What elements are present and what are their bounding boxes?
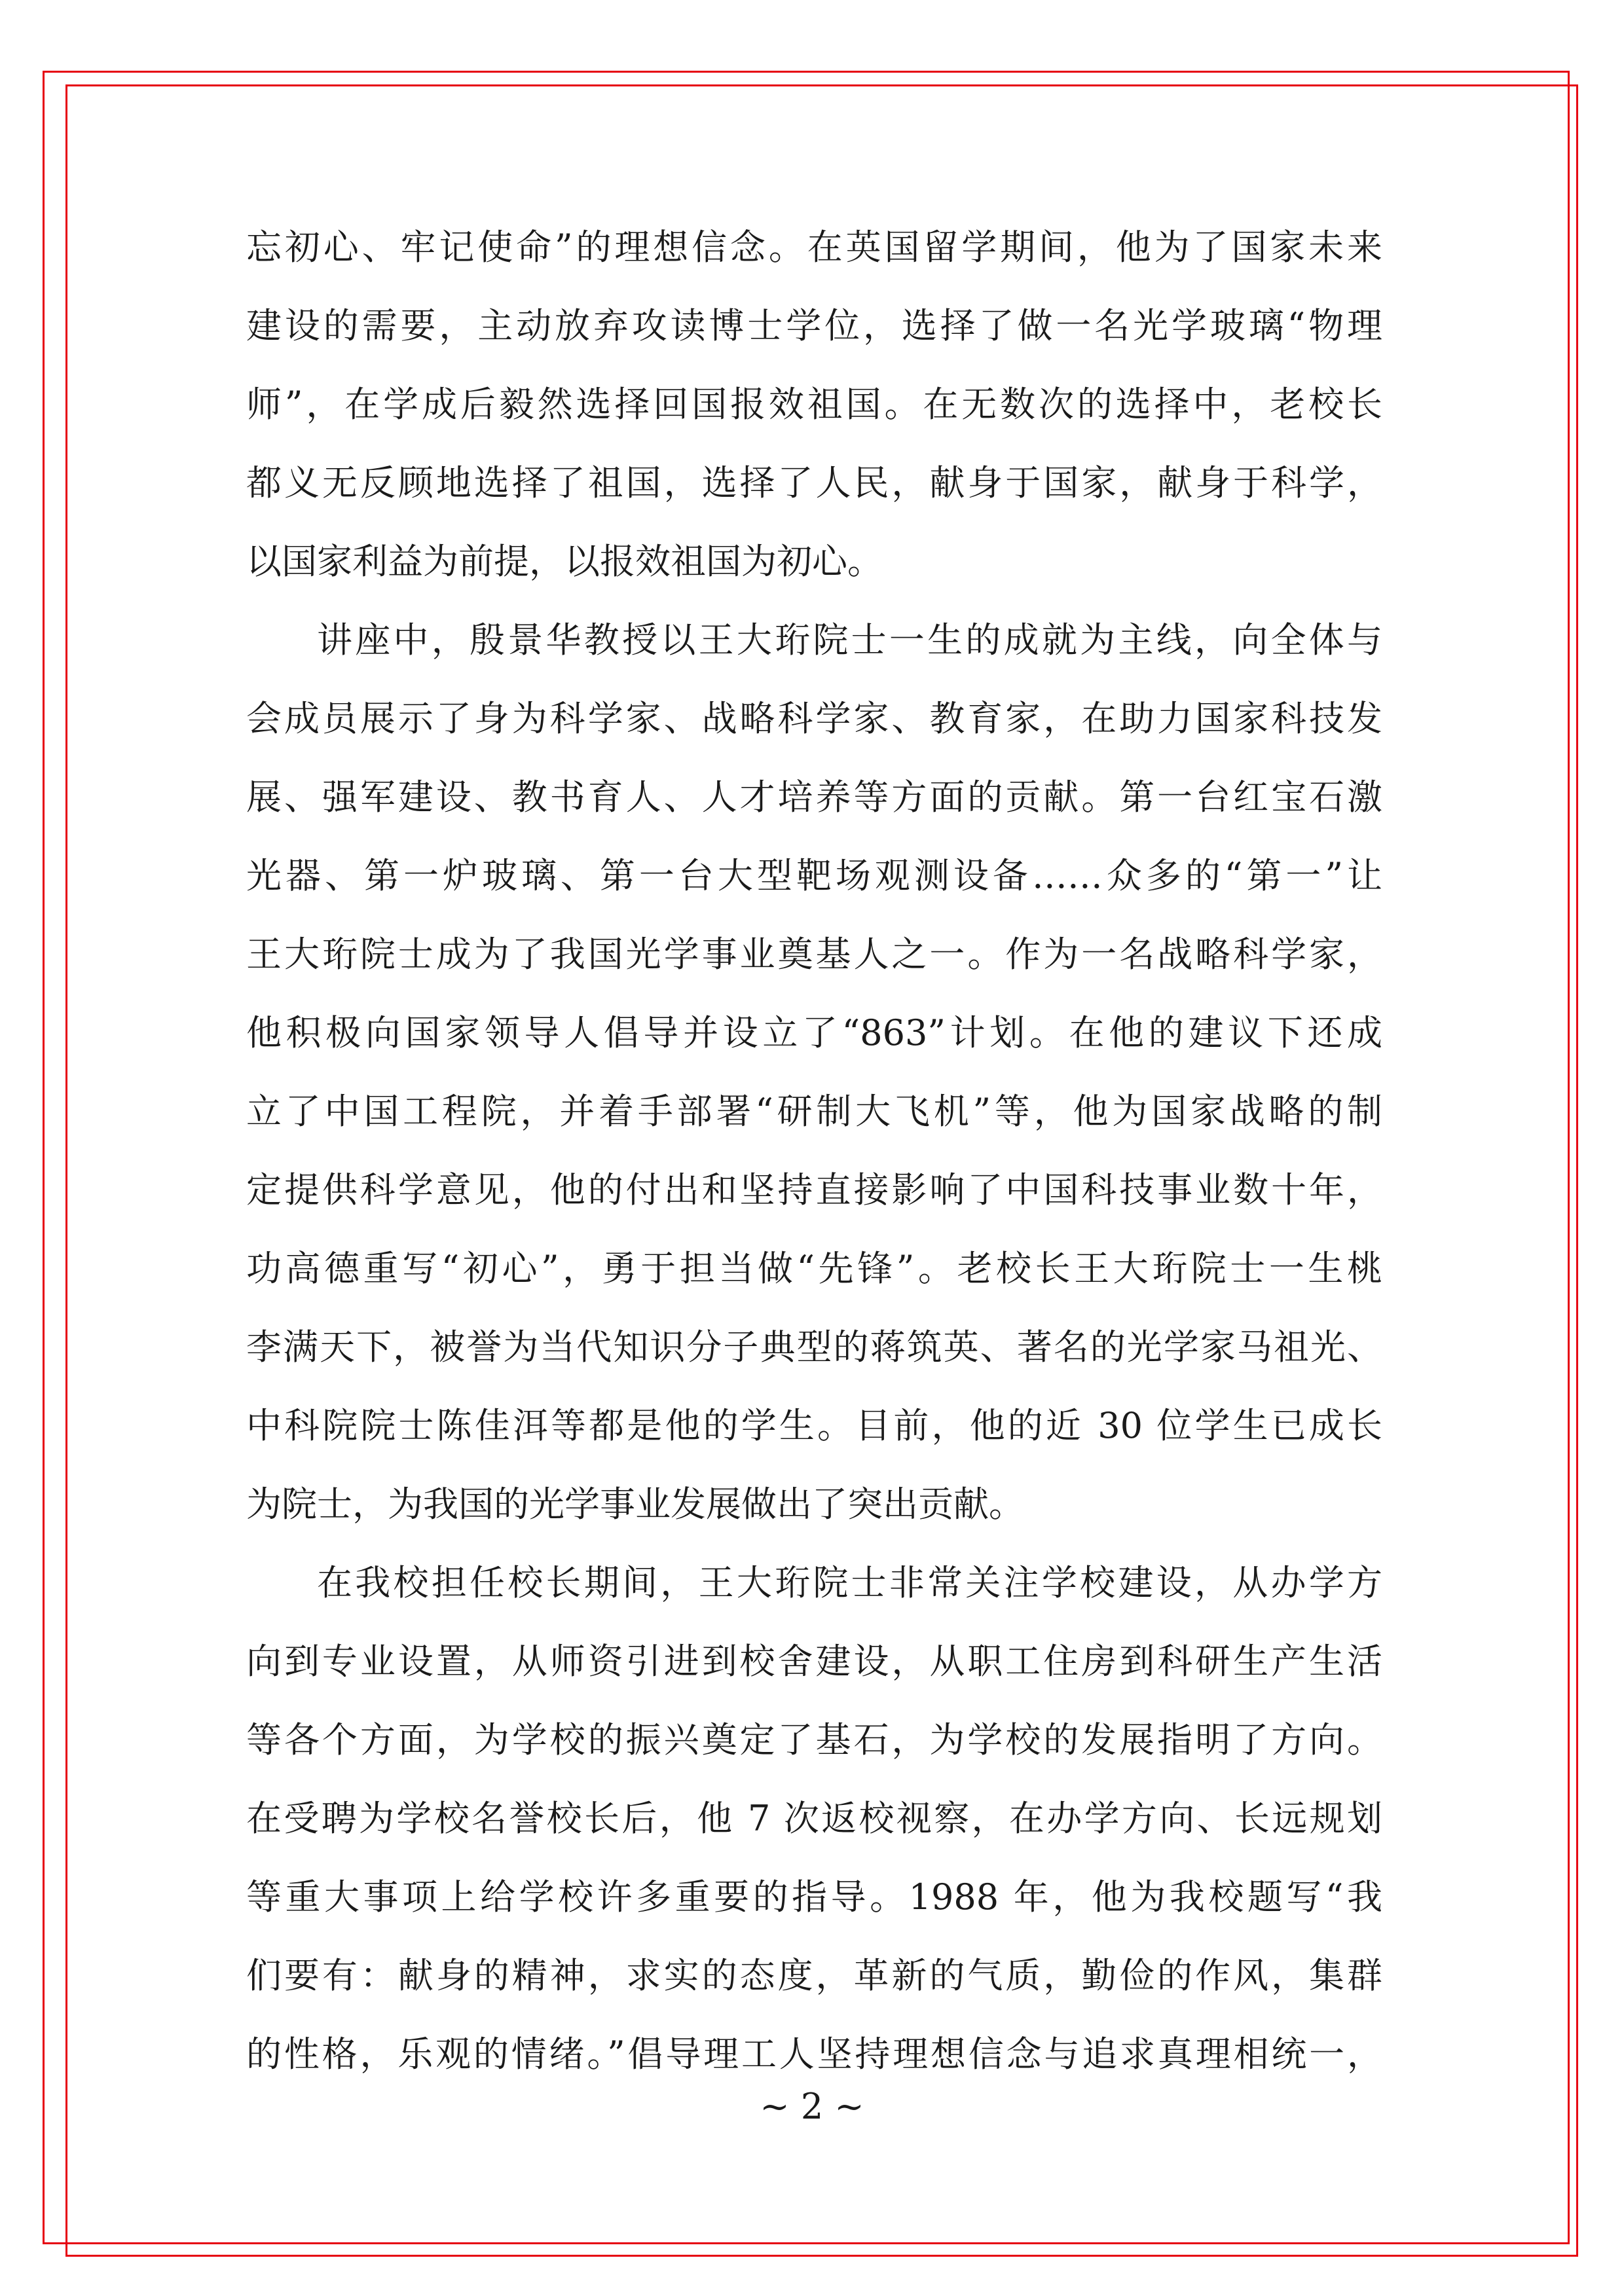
text-line: 师”，在学成后毅然选择回国报效祖国。在无数次的选择中，老校长 (246, 384, 1382, 425)
text-line: 建设的需要，主动放弃攻读博士学位，选择了做一名光学玻璃“物理 (246, 305, 1382, 346)
document-body (246, 208, 1382, 2094)
page-number: ~ 2 ~ (760, 2086, 864, 2127)
text-line: 立了中国工程院，并着手部署“研制大飞机”等，他为国家战略的制 (246, 1091, 1382, 1132)
text-line: 他积极向国家领导人倡导并设立了“863”计划。在他的建议下还成 (246, 1012, 1382, 1053)
text-line: 中科院院士陈佳洱等都是他的学生。目前，他的近 30 位学生已成长 (246, 1405, 1382, 1446)
text-line: 光器、第一炉玻璃、第一台大型靶场观测设备……众多的“第一”让 (246, 855, 1382, 896)
text-line: 定提供科学意见，他的付出和坚持直接影响了中国科技事业数十年， (246, 1169, 1382, 1211)
text-line: 忘初心、牢记使命”的理想信念。在英国留学期间，他为了国家未来 (246, 227, 1382, 268)
text-line: 们要有：献身的精神，求实的态度，革新的气质，勤俭的作风，集群 (246, 1955, 1382, 1996)
text-line: 为院士，为我国的光学事业发展做出了突出贡献。 (246, 1484, 1024, 1525)
text-line: 讲座中，殷景华教授以王大珩院士一生的成就为主线，向全体与 (317, 619, 1382, 661)
text-line: 在我校担任校长期间，王大珩院士非常关注学校建设，从办学方 (317, 1562, 1382, 1603)
text-line: 的性格，乐观的情绪。”倡导理工人坚持理想信念与追求真理相统一， (246, 2033, 1382, 2075)
text-line: 等重大事项上给学校许多重要的指导。1988 年，他为我校题写“我 (246, 1876, 1382, 1918)
text-line: 李满天下，被誉为当代知识分子典型的蒋筑英、著名的光学家马祖光、 (246, 1326, 1382, 1368)
text-line: 功高德重写“初心”，勇于担当做“先锋”。老校长王大珩院士一生桃 (246, 1248, 1382, 1289)
text-line: 会成员展示了身为科学家、战略科学家、教育家，在助力国家科技发 (246, 698, 1382, 739)
text-line: 等各个方面，为学校的振兴奠定了基石，为学校的发展指明了方向。 (246, 1719, 1382, 1760)
text-line: 王大珩院士成为了我国光学事业奠基人之一。作为一名战略科学家， (246, 934, 1382, 975)
text-line: 以国家利益为前提，以报效祖国为初心。 (246, 541, 883, 582)
text-line: 向到专业设置，从师资引进到校舍建设，从职工住房到科研生产生活 (246, 1641, 1382, 1682)
text-line: 展、强军建设、教书育人、人才培养等方面的贡献。第一台红宝石激 (246, 776, 1382, 818)
text-line: 在受聘为学校名誉校长后，他 7 次返校视察，在办学方向、长远规划 (246, 1798, 1382, 1839)
text-line: 都义无反顾地选择了祖国，选择了人民，献身于国家，献身于科学， (246, 462, 1382, 503)
